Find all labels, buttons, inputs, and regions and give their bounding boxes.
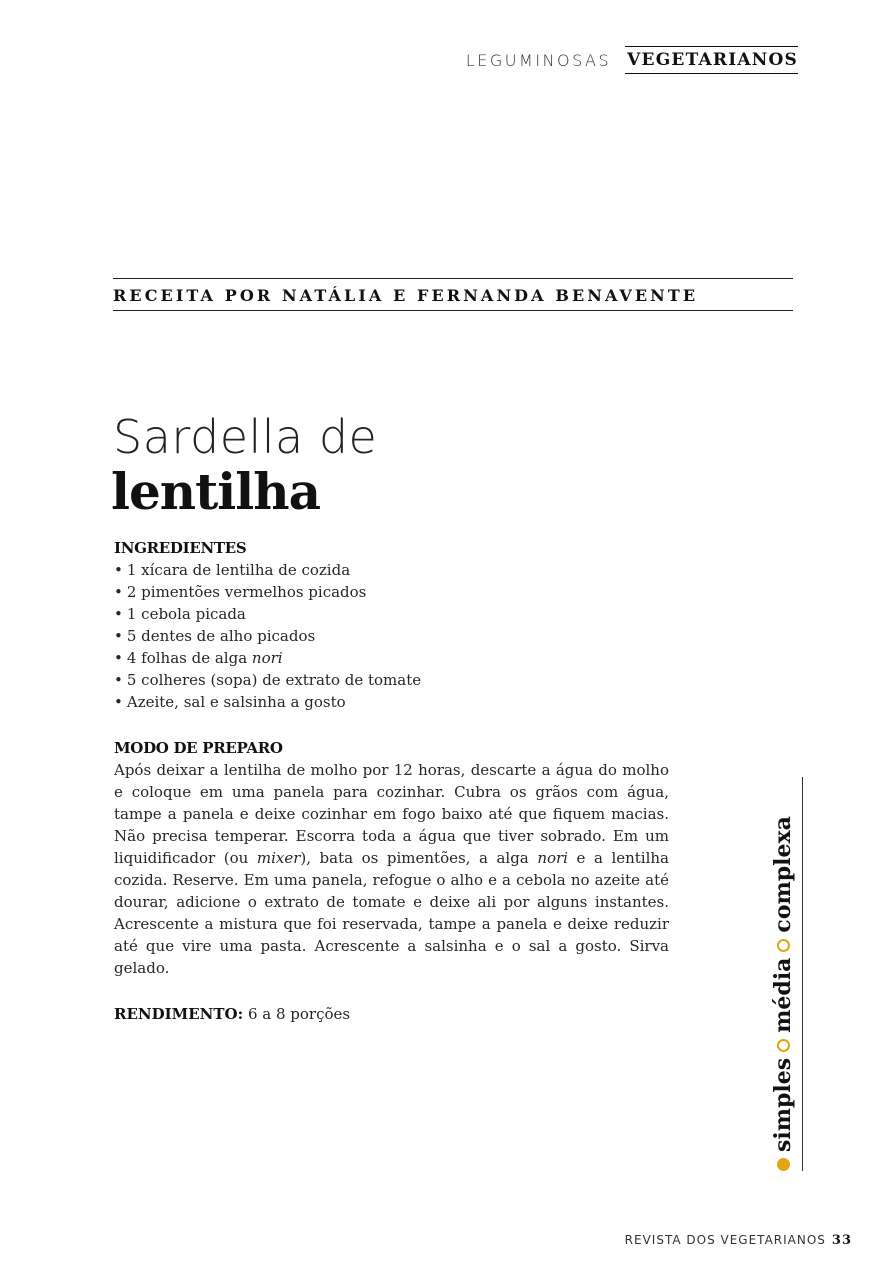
difficulty-simples: simples (770, 1057, 796, 1152)
recipe-title-line2: lentilha (111, 462, 320, 521)
page-header (466, 46, 798, 74)
list-item: • 5 colheres (sopa) de extrato de tomate (114, 671, 422, 689)
difficulty-media: média (770, 957, 796, 1033)
page-number: 33 (831, 1233, 852, 1248)
difficulty-scale (764, 777, 803, 1171)
bullet-icon: • (114, 583, 123, 601)
ingredients-list (114, 559, 669, 713)
difficulty-complexa: complexa (770, 816, 796, 933)
list-item: • 1 cebola picada (114, 605, 246, 623)
page-footer (625, 1233, 852, 1248)
list-item: • 4 folhas de alga nori (114, 649, 283, 667)
recipe-byline: RECEITA POR NATÁLIA E FERNANDA BENAVENTE (113, 278, 793, 311)
preparation-heading: MODO DE PREPARO (114, 739, 283, 757)
yield-label: RENDIMENTO: (114, 1005, 244, 1023)
bullet-icon: • (114, 627, 123, 645)
bullet-icon: • (114, 605, 123, 623)
bullet-icon: • (114, 561, 123, 579)
preparation-text: Após deixar a lentilha de molho por 12 horas, descarte a água do molho e coloque em uma panela para cozinhar. Cubra os grãos com água, tampe a panela e deixe cozinhar em fogo baixo até que fiquem macias. Não precisa temperar. Escorra toda a água que tiver sobrado. Em um liquidificador (ou mixer), bata os pimentões, a alga nori e a lentilha cozida. Reserve. Em uma panela, refogue o alho e a cebola no azeite até dourar, adicione o extrato de tomate e deixe ali por alguns instantes. Acrescente a mistura que foi reservada, tampe a panela e deixe reduzir até que vire uma pasta. Acrescente a salsinha e o sal a gosto. Sirva gelado. (114, 761, 670, 977)
bullet-icon: • (114, 693, 123, 711)
ingredients-heading: INGREDIENTES (114, 539, 247, 557)
list-item: • 2 pimentões vermelhos picados (114, 583, 367, 601)
bullet-icon: • (114, 671, 123, 689)
bullet-icon: • (114, 649, 123, 667)
section-label: VEGETARIANOS (625, 46, 798, 74)
list-item: • 5 dentes de alho picados (114, 627, 316, 645)
recipe-content (114, 537, 669, 1025)
yield-line (114, 1003, 669, 1025)
yield-value: 6 a 8 porções (247, 1005, 351, 1023)
list-item: • Azeite, sal e salsinha a gosto (114, 693, 346, 711)
difficulty-selected-dot-icon (777, 1158, 790, 1171)
magazine-name: REVISTA DOS VEGETARIANOS (624, 1233, 826, 1247)
difficulty-empty-dot-icon (777, 1039, 790, 1052)
category-label: LEGUMINOSAS (465, 50, 612, 70)
difficulty-empty-dot-icon (777, 939, 790, 952)
list-item: • 1 xícara de lentilha de cozida (114, 561, 351, 579)
recipe-title-line1: Sardella de (113, 410, 378, 464)
